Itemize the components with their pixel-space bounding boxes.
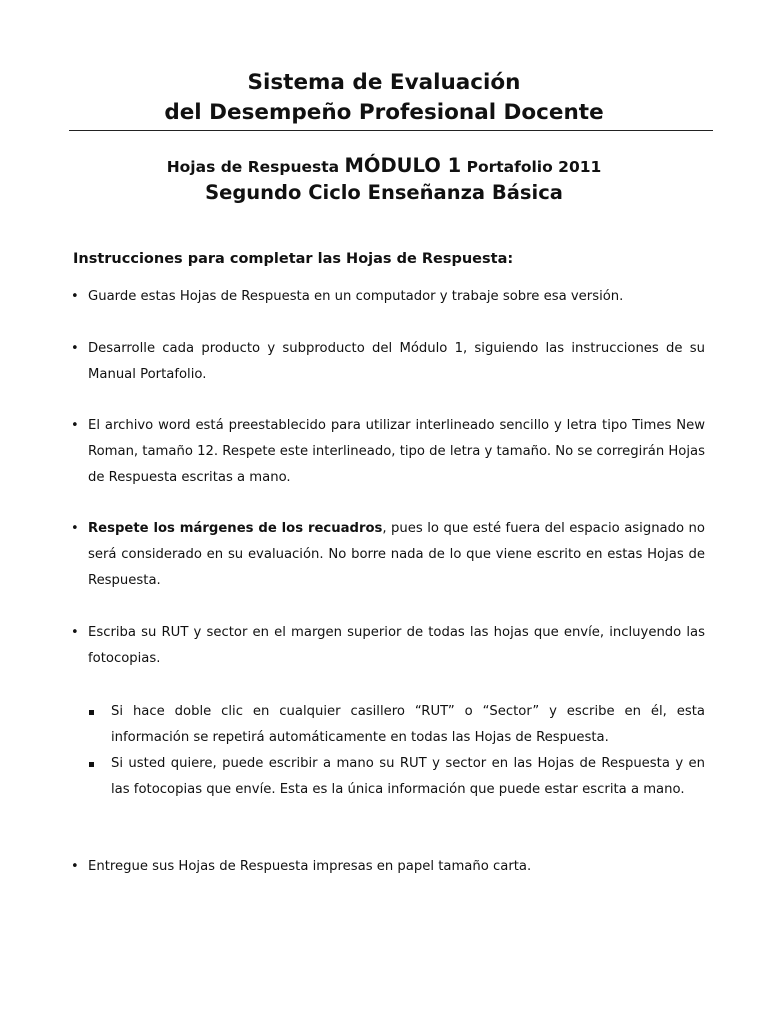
list-item — [71, 413, 705, 491]
title-divider — [69, 130, 713, 131]
bullet-text-2: Desarrolle cada producto y subproducto del Módulo 1, siguiendo las instrucciones de su Manual Portafolio. — [88, 341, 705, 382]
square-bullet-icon — [89, 710, 94, 715]
sub-list-item — [111, 699, 705, 751]
bullet-text-1: Guarde estas Hojas de Respuesta en un computador y trabaje sobre esa versión. — [88, 289, 624, 304]
sub-bullet-text-2: Si usted quiere, puede escribir a mano su RUT y sector en las Hojas de Respuesta y en las fotocopias que envíe. Esta es la única información que puede estar escrita a mano. — [111, 756, 705, 797]
cycle-subtitle: Segundo Ciclo Enseñanza Básica — [205, 181, 563, 204]
subtitle-module: MÓDULO 1 — [344, 154, 462, 177]
bullet-icon: • — [71, 341, 79, 356]
sub-list-item — [111, 751, 705, 803]
bullet-text-6: Entregue sus Hojas de Respuesta impresas en papel tamaño carta. — [88, 859, 532, 874]
title-line-1: Sistema de Evaluación — [247, 70, 521, 95]
list-item — [71, 854, 705, 880]
list-item — [71, 620, 705, 672]
list-item — [71, 284, 705, 310]
bullet-icon: • — [71, 625, 79, 640]
subtitle-suffix: Portafolio 2011 — [461, 158, 602, 176]
module-subtitle — [0, 153, 768, 180]
bullet-icon: • — [71, 289, 79, 304]
bullet-icon: • — [71, 418, 79, 433]
document-title — [0, 68, 768, 128]
square-bullet-icon — [89, 762, 94, 767]
bullet-icon: • — [71, 521, 79, 536]
title-line-2: del Desempeño Profesional Docente — [164, 100, 604, 125]
subtitle-prefix: Hojas de Respuesta — [166, 158, 345, 176]
bullet-text-3: El archivo word está preestablecido para utilizar interlineado sencillo y letra tipo Times New Roman, tamaño 12. Respete este interlineado, tipo de letra y tamaño. No se corregirán Hojas de Respuesta escritas a mano. — [88, 418, 705, 485]
list-item — [71, 516, 705, 594]
bullet-text-4-rest: , pues lo que esté fuera del espacio asignado no será considerado en su evaluación. No borre nada de lo que viene escrito en estas Hojas de Respuesta. — [88, 521, 705, 588]
instructions-heading: Instrucciones para completar las Hojas de Respuesta: — [73, 251, 514, 267]
list-item — [71, 336, 705, 388]
bullet-icon: • — [71, 859, 79, 874]
bullet-text-5: Escriba su RUT y sector en el margen superior de todas las hojas que envíe, incluyendo las fotocopias. — [88, 625, 705, 666]
sub-bullet-text-1: Si hace doble clic en cualquier casillero “RUT” o “Sector” y escribe en él, esta información se repetirá automáticamente en todas las Hojas de Respuesta. — [111, 704, 705, 745]
bullet-text-4-bold: Respete los márgenes de los recuadros — [88, 521, 383, 536]
